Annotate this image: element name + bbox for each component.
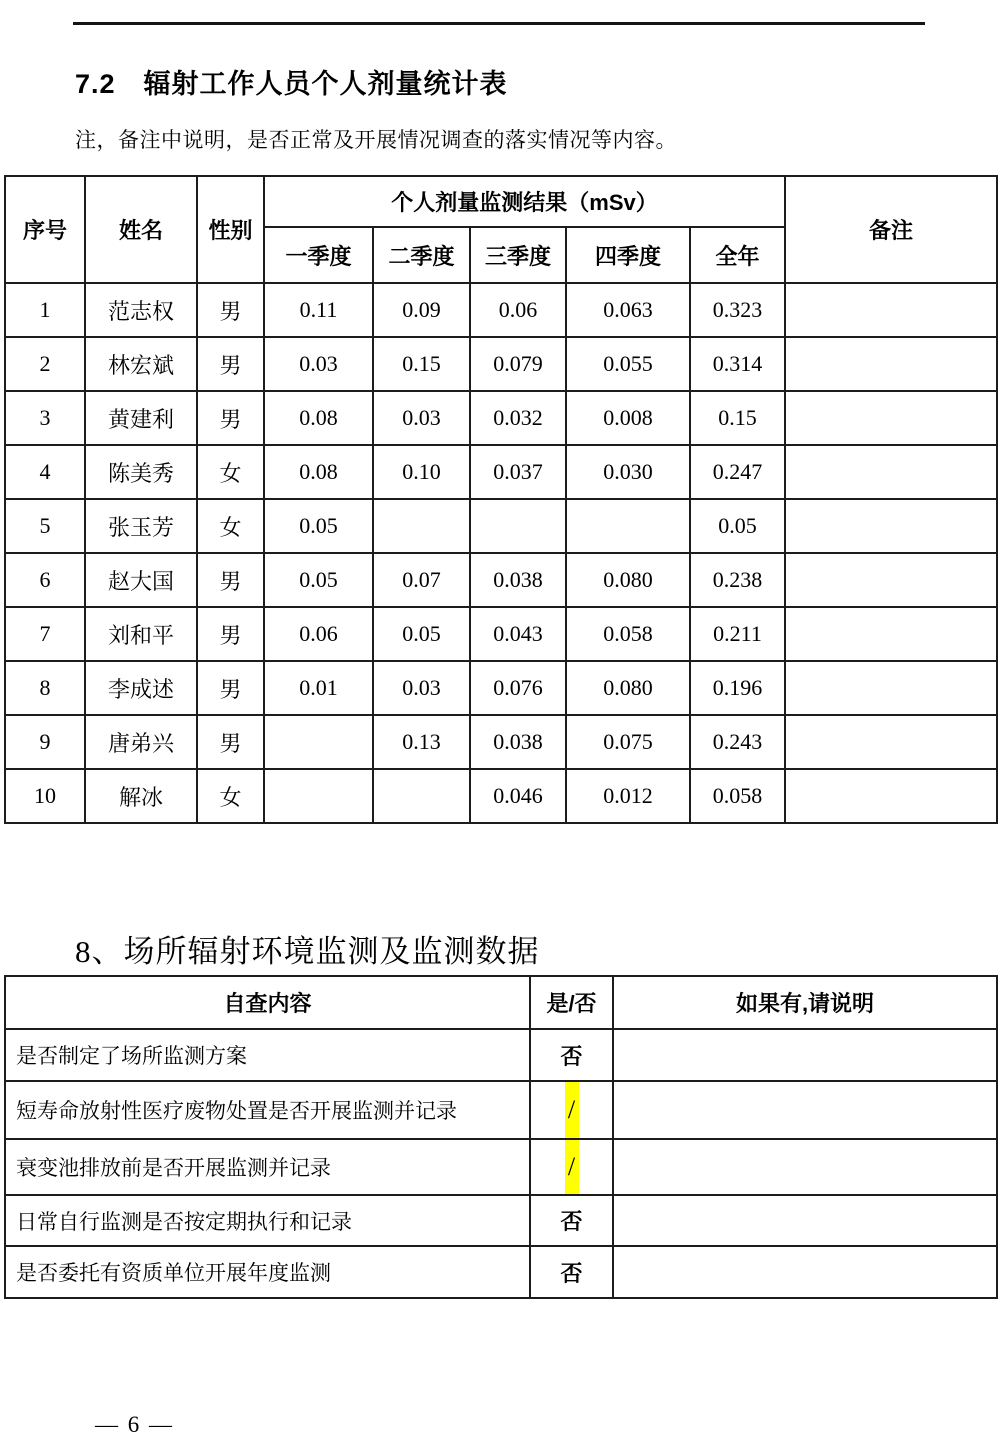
cell-q1: 0.05 xyxy=(264,553,373,607)
cell-q2: 0.13 xyxy=(373,715,470,769)
col-header-result-group: 个人剂量监测结果（mSv） xyxy=(264,176,785,227)
cell-yesno xyxy=(530,1139,613,1195)
cell-q4: 0.012 xyxy=(566,769,690,823)
cell-q1: 0.08 xyxy=(264,445,373,499)
table-row xyxy=(5,1195,997,1246)
cell-q1 xyxy=(264,715,373,769)
cell-gender: 女 xyxy=(197,445,264,499)
cell-gender: 女 xyxy=(197,499,264,553)
cell-name: 林宏斌 xyxy=(85,337,197,391)
cell-explain xyxy=(613,1081,997,1139)
cell-yesno xyxy=(530,1081,613,1139)
cell-gender: 男 xyxy=(197,391,264,445)
cell-gender: 男 xyxy=(197,553,264,607)
section-7-2-title: 7.2 辐射工作人员个人剂量统计表 xyxy=(75,69,508,99)
cell-gender: 男 xyxy=(197,607,264,661)
col-header-index: 序号 xyxy=(5,176,85,283)
cell-remark xyxy=(785,445,997,499)
cell-q4: 0.008 xyxy=(566,391,690,445)
cell-q3 xyxy=(470,499,566,553)
cell-q2: 0.09 xyxy=(373,283,470,337)
table-row xyxy=(5,1029,997,1081)
col-header-year: 全年 xyxy=(690,227,785,283)
self-check-table xyxy=(4,975,998,1299)
cell-remark xyxy=(785,607,997,661)
cell-q1: 0.06 xyxy=(264,607,373,661)
cell-q4: 0.055 xyxy=(566,337,690,391)
check-table-header-row xyxy=(5,976,997,1029)
cell-q3: 0.043 xyxy=(470,607,566,661)
cell-check-content: 短寿命放射性医疗废物处置是否开展监测并记录 xyxy=(5,1081,530,1139)
col-header-yesno: 是/否 xyxy=(530,976,613,1029)
col-header-q4: 四季度 xyxy=(566,227,690,283)
cell-q4: 0.063 xyxy=(566,283,690,337)
table-row xyxy=(5,607,997,661)
cell-q4: 0.075 xyxy=(566,715,690,769)
cell-index: 5 xyxy=(5,499,85,553)
cell-index: 1 xyxy=(5,283,85,337)
cell-q2: 0.07 xyxy=(373,553,470,607)
cell-remark xyxy=(785,661,997,715)
cell-check-content: 衰变池排放前是否开展监测并记录 xyxy=(5,1139,530,1195)
cell-q2: 0.03 xyxy=(373,391,470,445)
cell-q3: 0.046 xyxy=(470,769,566,823)
cell-yesno: 否 xyxy=(530,1029,613,1081)
cell-remark xyxy=(785,391,997,445)
cell-remark xyxy=(785,283,997,337)
cell-yesno: 否 xyxy=(530,1195,613,1246)
table-row xyxy=(5,1246,997,1298)
cell-gender: 男 xyxy=(197,715,264,769)
cell-remark xyxy=(785,499,997,553)
cell-explain xyxy=(613,1195,997,1246)
cell-q4: 0.058 xyxy=(566,607,690,661)
cell-q3: 0.06 xyxy=(470,283,566,337)
cell-gender: 女 xyxy=(197,769,264,823)
cell-year: 0.058 xyxy=(690,769,785,823)
cell-index: 2 xyxy=(5,337,85,391)
cell-q3: 0.076 xyxy=(470,661,566,715)
cell-year: 0.211 xyxy=(690,607,785,661)
table-row xyxy=(5,715,997,769)
cell-gender: 男 xyxy=(197,283,264,337)
cell-check-content: 日常自行监测是否按定期执行和记录 xyxy=(5,1195,530,1246)
cell-q1: 0.08 xyxy=(264,391,373,445)
table-row xyxy=(5,661,997,715)
cell-gender: 男 xyxy=(197,337,264,391)
cell-q2: 0.03 xyxy=(373,661,470,715)
table-row xyxy=(5,1081,997,1139)
cell-index: 10 xyxy=(5,769,85,823)
section-7-2-note: 注，备注中说明，是否正常及开展情况调查的落实情况等内容。 xyxy=(75,128,677,152)
cell-name: 刘和平 xyxy=(85,607,197,661)
cell-year: 0.243 xyxy=(690,715,785,769)
page-number: — 6 — xyxy=(95,1412,174,1437)
cell-q4: 0.030 xyxy=(566,445,690,499)
cell-q2: 0.05 xyxy=(373,607,470,661)
dose-table-header-row-1 xyxy=(5,176,997,227)
cell-q1: 0.11 xyxy=(264,283,373,337)
cell-q1: 0.01 xyxy=(264,661,373,715)
cell-name: 解冰 xyxy=(85,769,197,823)
table-row xyxy=(5,499,997,553)
cell-index: 4 xyxy=(5,445,85,499)
cell-q1: 0.05 xyxy=(264,499,373,553)
cell-name: 张玉芳 xyxy=(85,499,197,553)
cell-name: 赵大国 xyxy=(85,553,197,607)
table-row xyxy=(5,283,997,337)
table-row xyxy=(5,337,997,391)
cell-name: 李成述 xyxy=(85,661,197,715)
table-row xyxy=(5,553,997,607)
cell-check-content: 是否委托有资质单位开展年度监测 xyxy=(5,1246,530,1298)
header-rule xyxy=(73,22,925,25)
cell-index: 7 xyxy=(5,607,85,661)
col-header-q2: 二季度 xyxy=(373,227,470,283)
cell-q2 xyxy=(373,499,470,553)
cell-gender: 男 xyxy=(197,661,264,715)
col-header-q1: 一季度 xyxy=(264,227,373,283)
cell-remark xyxy=(785,553,997,607)
col-header-gender: 性别 xyxy=(197,176,264,283)
cell-explain xyxy=(613,1246,997,1298)
cell-year: 0.247 xyxy=(690,445,785,499)
cell-q1: 0.03 xyxy=(264,337,373,391)
cell-index: 3 xyxy=(5,391,85,445)
cell-q4 xyxy=(566,499,690,553)
cell-q2: 0.10 xyxy=(373,445,470,499)
cell-year: 0.05 xyxy=(690,499,785,553)
highlighted-slash: / xyxy=(565,1082,579,1138)
cell-name: 陈美秀 xyxy=(85,445,197,499)
cell-year: 0.196 xyxy=(690,661,785,715)
cell-index: 6 xyxy=(5,553,85,607)
cell-remark xyxy=(785,337,997,391)
table-row xyxy=(5,769,997,823)
col-header-name: 姓名 xyxy=(85,176,197,283)
cell-remark xyxy=(785,715,997,769)
cell-q3: 0.038 xyxy=(470,715,566,769)
cell-year: 0.323 xyxy=(690,283,785,337)
cell-explain xyxy=(613,1029,997,1081)
cell-q3: 0.038 xyxy=(470,553,566,607)
cell-check-content: 是否制定了场所监测方案 xyxy=(5,1029,530,1081)
col-header-explain: 如果有,请说明 xyxy=(613,976,997,1029)
cell-q4: 0.080 xyxy=(566,661,690,715)
dose-table xyxy=(4,175,998,824)
cell-year: 0.238 xyxy=(690,553,785,607)
cell-name: 唐弟兴 xyxy=(85,715,197,769)
highlighted-slash: / xyxy=(565,1140,579,1194)
cell-index: 9 xyxy=(5,715,85,769)
cell-name: 范志权 xyxy=(85,283,197,337)
cell-remark xyxy=(785,769,997,823)
cell-q3: 0.079 xyxy=(470,337,566,391)
cell-q3: 0.032 xyxy=(470,391,566,445)
col-header-remark: 备注 xyxy=(785,176,997,283)
cell-year: 0.314 xyxy=(690,337,785,391)
cell-q4: 0.080 xyxy=(566,553,690,607)
cell-year: 0.15 xyxy=(690,391,785,445)
table-row xyxy=(5,445,997,499)
table-row xyxy=(5,1139,997,1195)
col-header-q3: 三季度 xyxy=(470,227,566,283)
section-8-title: 8、场所辐射环境监测及监测数据 xyxy=(75,934,540,969)
cell-q2: 0.15 xyxy=(373,337,470,391)
cell-name: 黄建利 xyxy=(85,391,197,445)
cell-q3: 0.037 xyxy=(470,445,566,499)
cell-q1 xyxy=(264,769,373,823)
cell-q2 xyxy=(373,769,470,823)
cell-index: 8 xyxy=(5,661,85,715)
cell-explain xyxy=(613,1139,997,1195)
table-row xyxy=(5,391,997,445)
cell-yesno: 否 xyxy=(530,1246,613,1298)
col-header-content: 自查内容 xyxy=(5,976,530,1029)
